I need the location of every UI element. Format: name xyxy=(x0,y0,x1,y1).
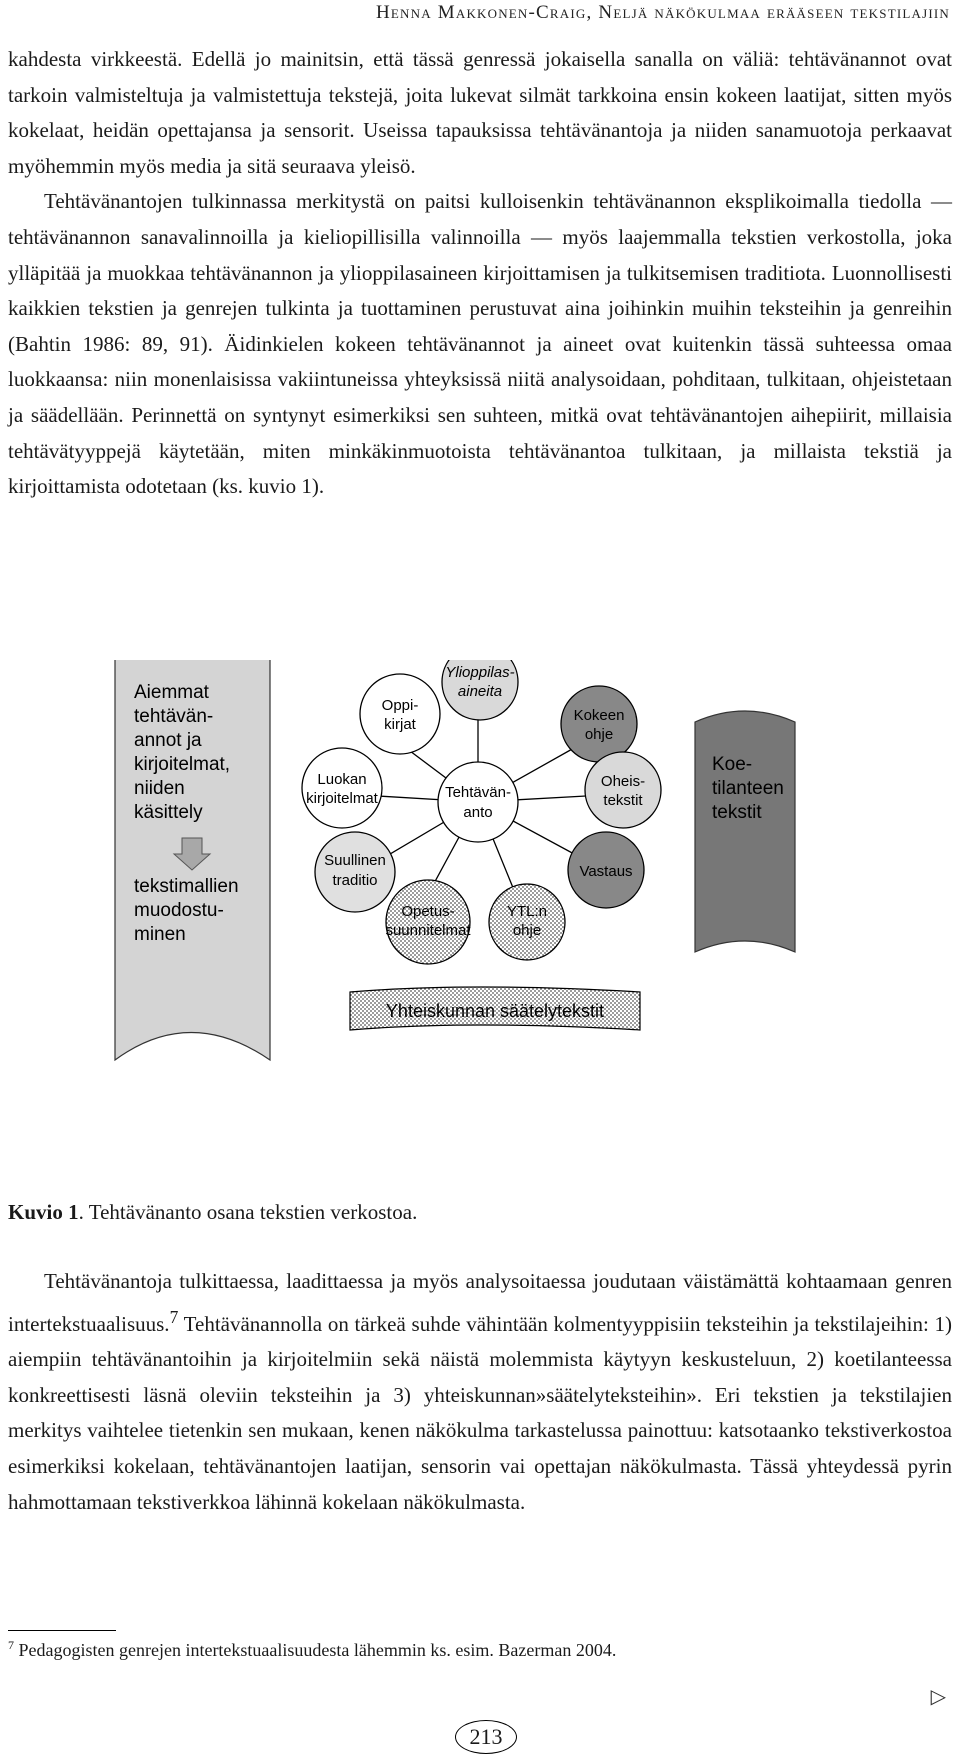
caption-text: . Tehtävänanto osana tekstien verkostoa. xyxy=(78,1200,418,1224)
node-suullinen-traditio xyxy=(315,832,395,912)
left-banner-bottom-line: minen xyxy=(134,924,186,945)
paragraph-3-part-a: Tehtävänantoja tulkittaessa, laadittaessa ja myös analysoitaessa joudutaan väistämättä kohtaamaan genren intertekstuaalisuus. xyxy=(8,1269,952,1336)
node-label: Kokeen xyxy=(573,707,625,724)
node-tehtavananto xyxy=(438,762,518,842)
footnote-rule xyxy=(8,1630,116,1631)
node-label: traditio xyxy=(332,872,378,889)
node-label: kirjat xyxy=(384,716,416,733)
left-banner-bottom-line: tekstimallien xyxy=(134,876,239,897)
left-banner-line: tehtävän- xyxy=(134,706,214,727)
right-banner-line: tekstit xyxy=(712,802,762,823)
node-label: ohje xyxy=(584,726,614,743)
paragraph-2: Tehtävänantojen tulkinnassa merkitystä on paitsi kulloisenkin tehtävänannon eksplikoimalla tiedolla — tehtävänannon sanavalinnoilla ja kieliopillisilla valinnoilla — myös laajemmalla tekstien verkostolla, joka ylläpitää ja muokkaa tehtävänannon ja ylioppilasaineen kirjoittamisen ja tulkitsemisen traditiota. Luonnollisesti kaikkien tekstien ja genrejen tulkinta ja tuottaminen perustuvat aina joihinkin muihin teksteihin ja genreihin (Bahtin 1986: 89, 91). Äidinkielen kokeen tehtävänannot ja aineet ovat kuitenkin tässä suhteessa omaa luokkaansa: niin monenlaisissa vakiintuneissa yhteyksissä niitä analysoidaan, pohditaan, tulkitaan, ohjeistetaan ja säädellään. Perinnettä on syntynyt esimerkiksi sen suhteen, mitkä ovat tehtävänantojen aihepiirit, millaisia tehtävätyyppejä käytetään, miten minkäkinmuotoista tehtävänantoa tulkitaan, ja millaista tekstiä ja kirjoittamista odotetaan (ks. kuvio 1). xyxy=(8,189,952,499)
node-label: YTL:n xyxy=(506,903,548,920)
footnote-text: Pedagogisten genrejen intertekstuaalisuudesta lähemmin ks. esim. Bazerman 2004. xyxy=(14,1640,617,1660)
right-banner-shape xyxy=(695,711,795,952)
node-kokeen-ohje xyxy=(561,686,637,762)
left-banner-bottom-line: muodostu- xyxy=(134,900,224,921)
right-banner-line: tilanteen xyxy=(712,778,784,799)
next-page-arrow-icon[interactable]: ▷ xyxy=(930,1686,946,1708)
node-label: ohje xyxy=(512,922,542,939)
body-text-top xyxy=(8,42,952,505)
node-label: Oppi- xyxy=(381,697,419,714)
node-oheistekstit xyxy=(585,752,661,828)
node-luokan-kirjoitelmat xyxy=(302,748,382,828)
paragraph-3 xyxy=(8,1264,952,1520)
left-banner-line: kirjoitelmat, xyxy=(134,754,231,775)
page-number: 213 xyxy=(455,1720,517,1754)
node-label: Luokan xyxy=(317,771,367,788)
node-label: suunnitelmat xyxy=(385,922,471,939)
node-ylioppilasaineita xyxy=(442,660,518,720)
node-label: anto xyxy=(463,804,493,821)
node-label: Opetus- xyxy=(401,903,455,920)
node-label: Ylioppilas- xyxy=(445,664,515,681)
node-label: aineita xyxy=(457,683,503,700)
paragraph-1: kahdesta virkkeestä. Edellä jo mainitsin, että tässä genressä jokaisella sanalla on väliä: tehtävänannot ovat tarkoin valmisteltuja ja valmistettuja tekstejä, joita lukevat silmät tarkkoina ensin kokeen laatijat, sitten myös kokelaat, heidän opettajansa ja sensorit. Useissa tapauksissa tehtävänantoja ja niiden sanamuotoja perkaavat myöhemmin myös media ja sitä seuraava yleisö. xyxy=(8,47,952,178)
left-banner-line: annot ja xyxy=(134,730,202,751)
node-label: Tehtävän- xyxy=(445,784,511,801)
left-banner-line: niiden xyxy=(134,778,185,799)
node-oppikirjat xyxy=(360,674,440,754)
right-banner-line: Koe- xyxy=(712,754,753,775)
left-banner-line: Aiemmat xyxy=(134,682,209,703)
node-label: kirjoitelmat xyxy=(306,790,378,807)
node-label: Oheis- xyxy=(600,773,646,790)
footnote-number: 7 xyxy=(8,1638,14,1652)
node-label: tekstit xyxy=(603,792,643,809)
figure-caption xyxy=(8,1200,417,1225)
caption-label: Kuvio 1 xyxy=(8,1200,79,1224)
footnote xyxy=(8,1638,616,1661)
node-vastaus xyxy=(568,832,644,908)
node-opetussuunnitelmat xyxy=(385,880,471,964)
footnote-reference[interactable]: 7 xyxy=(169,1306,179,1327)
paragraph-3-part-b: Tehtävänannolla on tärkeä suhde vähintään kolmentyyppisiin teksteihin ja tekstilajeihin: 1) aiempiin tehtävänantoihin ja kirjoitelmiin sekä näistä molemmista käytyyn keskusteluun, 2) koetilanteessa konkreettisesti läsnä oleviin teksteihin ja 3) yhteiskunnan»säätelyteksteihin». Eri tekstien ja tekstilajien merkitys vaihtelee tietenkin sen mukaan, kenen näkökulma tarkastelussa painottuu: katsotaanko tekstiverkostoa esimerkiksi kokelaan, tehtävänantojen laatijan, sensorin vai opettajan näkökulmasta. Tässä yhteydessä pyrin hahmottamaan tekstiverkkoa lähinnä kokelaan näkökulmasta. xyxy=(8,1311,952,1514)
left-banner-line: käsittely xyxy=(134,802,203,823)
node-ytl-ohje xyxy=(489,884,565,960)
bottom-banner-label: Yhteiskunnan säätelytekstit xyxy=(385,1001,605,1021)
node-label: Suullinen xyxy=(324,852,386,869)
running-header: Henna Makkonen-Craig, Neljä näkökulmaa erääseen tekstilajiin xyxy=(375,2,950,23)
figure-1-text-network xyxy=(0,660,960,1180)
node-label: Vastaus xyxy=(579,863,633,880)
